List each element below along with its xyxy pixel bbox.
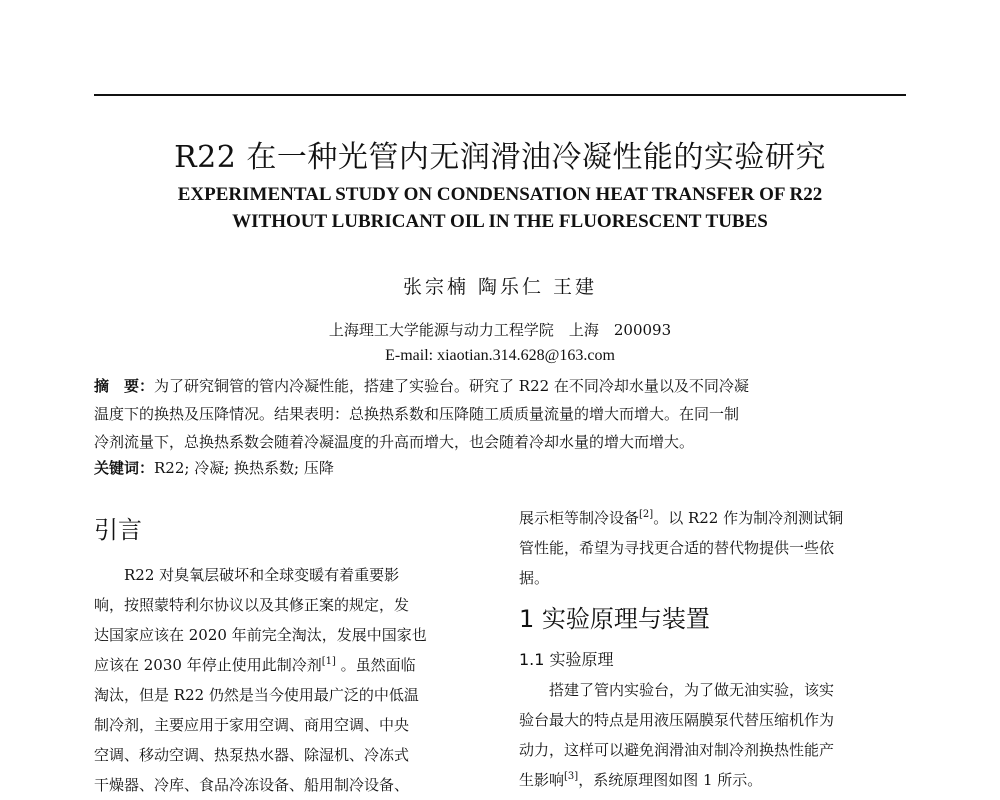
paper-title-en — [0, 181, 1000, 235]
abstract-label: 摘 要： — [94, 377, 155, 395]
section-heading-1: 1 实验原理与装置 — [519, 605, 710, 633]
body-text: 。以 R22 作为制冷剂测试铜 — [653, 509, 844, 527]
body-text: 。虽然面临 — [335, 656, 416, 674]
right-column — [519, 503, 899, 795]
body-line: 达国家应该在 2020 年前完全淘汰，发展中国家也 — [94, 626, 427, 644]
paper-title-cn: R22 在一种光管内无润滑油冷凝性能的实验研究 — [174, 140, 826, 175]
body-line: 管性能，希望为寻找更合适的替代物提供一些依 — [519, 539, 835, 557]
email: E-mail: xiaotian.314.628@163.com — [385, 347, 615, 364]
body-line: 动力，这样可以避免润滑油对制冷剂换热性能产 — [519, 741, 835, 759]
affiliation: 上海理工大学能源与动力工程学院 上海 200093 — [328, 321, 672, 339]
abstract-line-3: 冷剂流量下，总换热系数会随着冷凝温度的升高而增大，也会随着冷却水量的增大而增大。 — [94, 433, 695, 451]
body-line: 据。 — [519, 569, 550, 587]
left-column — [94, 510, 474, 800]
paper-title-en-line2: WITHOUT LUBRICANT OIL IN THE FLUORESCENT TUBES — [232, 211, 768, 232]
abstract-line-1: 为了研究铜管的管内冷凝性能，搭建了实验台。研究了 R22 在不同冷却水量以及不同冷凝 — [154, 377, 749, 395]
body-line: 干燥器、冷库、食品冷冻设备、船用制冷设备、 — [94, 776, 410, 794]
body-text: 展示柜等制冷设备 — [519, 509, 640, 527]
body-text: ，系统原理图如图 1 所示。 — [578, 771, 763, 789]
top-rule — [94, 94, 906, 96]
body-line: 响，按照蒙特利尔协议以及其修正案的规定，发 — [94, 596, 410, 614]
body-line: 验台最大的特点是用液压隔膜泵代替压缩机作为 — [519, 711, 835, 729]
body-line: R22 对臭氧层破坏和全球变暖有着重要影 — [94, 566, 400, 584]
keywords — [94, 454, 334, 482]
citation-ref[interactable]: [3] — [564, 771, 579, 782]
subsection-heading-1-1: 1.1 实验原理 — [519, 650, 614, 669]
authors: 张宗楠 陶乐仁 王建 — [402, 276, 598, 298]
body-line — [519, 503, 899, 533]
body-text: 生影响 — [519, 771, 565, 789]
section-heading-intro: 引言 — [94, 516, 142, 544]
body-text: 应该在 2030 年停止使用此制冷剂 — [94, 656, 322, 674]
body-line: 空调、移动空调、热泵热水器、除湿机、冷冻式 — [94, 746, 410, 764]
abstract-line-2: 温度下的换热及压降情况。结果表明：总换热系数和压降随工质质量流量的增大而增大。在同一制 — [94, 405, 740, 423]
keywords-text: R22; 冷凝; 换热系数; 压降 — [154, 459, 334, 477]
citation-ref[interactable]: [1] — [321, 656, 336, 667]
body-line: 搭建了管内实验台，为了做无油实验，该实 — [519, 681, 835, 699]
body-line: 淘汰，但是 R22 仍然是当今使用最广泛的中低温 — [94, 686, 419, 704]
keywords-label: 关键词： — [94, 459, 155, 477]
abstract — [94, 372, 874, 456]
body-line — [94, 650, 474, 680]
body-line — [519, 765, 899, 795]
citation-ref[interactable]: [2] — [639, 509, 654, 520]
body-line: 制冷剂，主要应用于家用空调、商用空调、中央 — [94, 716, 410, 734]
paper-title-en-line1: EXPERIMENTAL STUDY ON CONDENSATION HEAT TRANSFER OF R22 — [177, 184, 823, 205]
